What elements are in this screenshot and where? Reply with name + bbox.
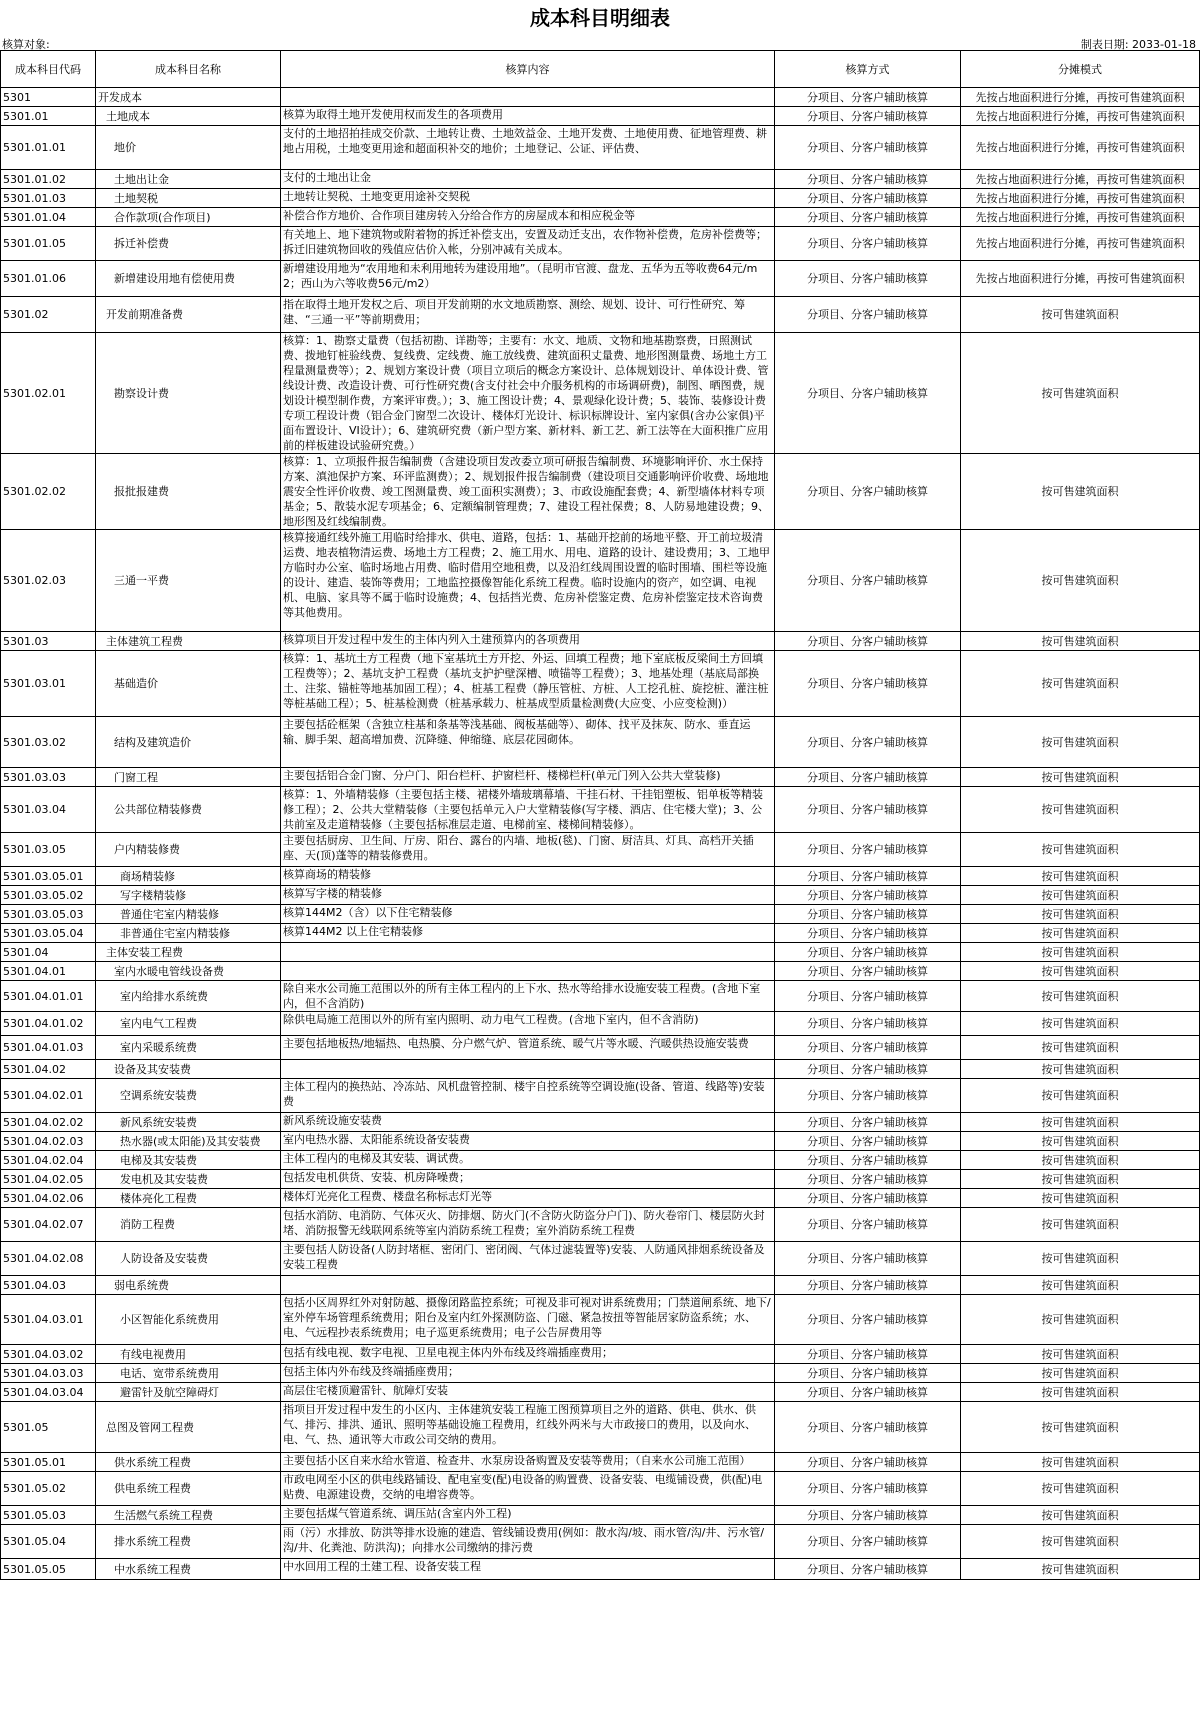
cell-content <box>281 962 775 981</box>
cell-code: 5301.04.01 <box>1 962 96 981</box>
cell-content: 楼体灯光亮化工程费、楼盘名称标志灯光等 <box>281 1189 775 1208</box>
cell-content <box>281 88 775 107</box>
cell-alloc: 先按占地面积进行分摊，再按可售建筑面积 <box>961 88 1200 107</box>
cell-method: 分项目、分客户辅助核算 <box>775 297 961 333</box>
cell-content: 支付的土地招拍挂成交价款、土地转让费、土地效益金、土地开发费、土地使用费、征地管理费、耕地占用税，土地变更用途和超面积补交的地价；土地登记、公证、评估费、 <box>281 126 775 170</box>
table-row <box>1 1276 1200 1295</box>
cell-method: 分项目、分客户辅助核算 <box>775 189 961 208</box>
table-row <box>1 1559 1200 1580</box>
cell-name: 门窗工程 <box>96 768 281 787</box>
cell-alloc: 按可售建筑面积 <box>961 1012 1200 1036</box>
cell-content <box>281 943 775 962</box>
cell-name: 公共部位精装修费 <box>96 787 281 833</box>
cell-alloc: 先按占地面积进行分摊，再按可售建筑面积 <box>961 170 1200 189</box>
cell-name: 报批报建费 <box>96 454 281 530</box>
cell-method: 分项目、分客户辅助核算 <box>775 1132 961 1151</box>
table-row <box>1 962 1200 981</box>
cell-content: 土地转让契税、土地变更用途补交契税 <box>281 189 775 208</box>
cell-content: 补偿合作方地价、合作项目建房转入分给合作方的房屋成本和相应税金等 <box>281 208 775 227</box>
table-row <box>1 1345 1200 1364</box>
cell-name: 室内给排水系统费 <box>96 981 281 1012</box>
cell-name: 排水系统工程费 <box>96 1525 281 1559</box>
table-row <box>1 454 1200 530</box>
table-row <box>1 787 1200 833</box>
cell-code: 5301.05.03 <box>1 1506 96 1525</box>
cell-name: 土地出让金 <box>96 170 281 189</box>
cell-content: 主要包括小区自来水给水管道、检查井、水泵房设备购置及安装等费用；（自来水公司施工范围） <box>281 1453 775 1472</box>
cell-method: 分项目、分客户辅助核算 <box>775 651 961 717</box>
cell-name: 室内电气工程费 <box>96 1012 281 1036</box>
cell-name: 电话、宽带系统费用 <box>96 1364 281 1383</box>
cell-name: 开发成本 <box>96 88 281 107</box>
cell-name: 写字楼精装修 <box>96 886 281 905</box>
header-name: 成本科目名称 <box>96 51 281 88</box>
cell-alloc: 按可售建筑面积 <box>961 867 1200 886</box>
cell-content: 雨（污）水排放、防洪等排水设施的建造、管线铺设费用(例如：散水沟/坡、雨水管/沟/井、污水管/沟/井、化粪池、防洪沟)；向排水公司缴纳的排污费 <box>281 1525 775 1559</box>
cell-content: 包括有线电视、数字电视、卫星电视主体内外布线及终端插座费用； <box>281 1345 775 1364</box>
cell-code: 5301.04.01.03 <box>1 1036 96 1060</box>
cell-method: 分项目、分客户辅助核算 <box>775 1345 961 1364</box>
cell-method: 分项目、分客户辅助核算 <box>775 333 961 454</box>
table-row <box>1 333 1200 454</box>
cell-alloc: 先按占地面积进行分摊，再按可售建筑面积 <box>961 261 1200 297</box>
cell-alloc: 按可售建筑面积 <box>961 1208 1200 1242</box>
cell-code: 5301.04.03 <box>1 1276 96 1295</box>
cell-method: 分项目、分客户辅助核算 <box>775 88 961 107</box>
cell-alloc: 按可售建筑面积 <box>961 1079 1200 1113</box>
cell-content: 市政电网至小区的供电线路铺设、配电室变(配)电设备的购置费、设备安装、电缆铺设费，供(配)电贴费、电源建设费，交纳的电增容费等。 <box>281 1472 775 1506</box>
cell-alloc: 按可售建筑面积 <box>961 905 1200 924</box>
cell-content: 中水回用工程的土建工程、设备安装工程 <box>281 1559 775 1580</box>
table-row <box>1 1402 1200 1453</box>
cell-alloc: 按可售建筑面积 <box>961 1036 1200 1060</box>
cell-method: 分项目、分客户辅助核算 <box>775 1383 961 1402</box>
cell-code: 5301.04.02.03 <box>1 1132 96 1151</box>
cell-name: 勘察设计费 <box>96 333 281 454</box>
cell-code: 5301.02.01 <box>1 333 96 454</box>
table-row <box>1 768 1200 787</box>
cell-alloc: 按可售建筑面积 <box>961 1113 1200 1132</box>
cell-alloc: 先按占地面积进行分摊，再按可售建筑面积 <box>961 227 1200 261</box>
cell-code: 5301.01.02 <box>1 170 96 189</box>
cell-alloc: 按可售建筑面积 <box>961 651 1200 717</box>
cell-code: 5301.01.03 <box>1 189 96 208</box>
cell-content: 核算商场的精装修 <box>281 867 775 886</box>
cell-alloc: 按可售建筑面积 <box>961 1151 1200 1170</box>
cell-method: 分项目、分客户辅助核算 <box>775 1364 961 1383</box>
table-row <box>1 1242 1200 1276</box>
cell-alloc: 按可售建筑面积 <box>961 1402 1200 1453</box>
cell-code: 5301.03 <box>1 632 96 651</box>
cell-code: 5301.04.03.04 <box>1 1383 96 1402</box>
cell-content: 指项目开发过程中发生的小区内、主体建筑安装工程施工图预算项目之外的道路、供电、供水、供气、排污、排洪、通讯、照明等基础设施工程费用，红线外两米与大市政接口的费用，以及向水、电、气、热、通讯等大市政公司交纳的费用。 <box>281 1402 775 1453</box>
table-row <box>1 208 1200 227</box>
cell-name: 普通住宅室内精装修 <box>96 905 281 924</box>
cell-code: 5301.04.03.02 <box>1 1345 96 1364</box>
cell-method: 分项目、分客户辅助核算 <box>775 1559 961 1580</box>
cell-method: 分项目、分客户辅助核算 <box>775 227 961 261</box>
cell-name: 非普通住宅室内精装修 <box>96 924 281 943</box>
cell-code: 5301.04.01.01 <box>1 981 96 1012</box>
cell-content: 包括主体内外布线及终端插座费用； <box>281 1364 775 1383</box>
cell-alloc: 先按占地面积进行分摊，再按可售建筑面积 <box>961 126 1200 170</box>
cell-code: 5301.03.05.01 <box>1 867 96 886</box>
cell-name: 合作款项(合作项目) <box>96 208 281 227</box>
cell-method: 分项目、分客户辅助核算 <box>775 962 961 981</box>
object-label: 核算对象: <box>2 38 50 51</box>
cell-code: 5301.04.02.01 <box>1 1079 96 1113</box>
header-content: 核算内容 <box>281 51 775 88</box>
cell-name: 拆迁补偿费 <box>96 227 281 261</box>
cell-content: 主体工程内的换热站、冷冻站、风机盘管控制、楼宇自控系统等空调设施(设备、管道、线路等)安装费 <box>281 1079 775 1113</box>
cell-content: 主要包括煤气管道系统、调压站(含室内外工程) <box>281 1506 775 1525</box>
cell-alloc: 按可售建筑面积 <box>961 1170 1200 1189</box>
cell-alloc: 按可售建筑面积 <box>961 297 1200 333</box>
table-row <box>1 530 1200 632</box>
cell-content: 主体工程内的电梯及其安装、调试费。 <box>281 1151 775 1170</box>
table-row <box>1 1151 1200 1170</box>
cell-alloc: 按可售建筑面积 <box>961 632 1200 651</box>
cell-content: 指在取得土地开发权之后、项目开发前期的水文地质勘察、测绘、规划、设计、可行性研究、筹建、“三通一平”等前期费用； <box>281 297 775 333</box>
cell-method: 分项目、分客户辅助核算 <box>775 787 961 833</box>
cell-alloc: 按可售建筑面积 <box>961 924 1200 943</box>
cell-method: 分项目、分客户辅助核算 <box>775 768 961 787</box>
cell-content: 主要包括人防设备(人防封堵框、密闭门、密闭阀、气体过滤装置等)安装、人防通风排烟系统设备及安装工程费 <box>281 1242 775 1276</box>
table-row <box>1 1453 1200 1472</box>
cell-code: 5301.04.02.08 <box>1 1242 96 1276</box>
cell-name: 空调系统安装费 <box>96 1079 281 1113</box>
cell-name: 电梯及其安装费 <box>96 1151 281 1170</box>
cell-alloc: 按可售建筑面积 <box>961 1383 1200 1402</box>
table-header-row <box>1 51 1200 88</box>
cell-alloc: 按可售建筑面积 <box>961 962 1200 981</box>
cell-name: 新风系统安装费 <box>96 1113 281 1132</box>
table-row <box>1 1079 1200 1113</box>
cell-code: 5301.03.05.04 <box>1 924 96 943</box>
cell-method: 分项目、分客户辅助核算 <box>775 1189 961 1208</box>
cell-content: 高层住宅楼顶避雷针、航障灯安装 <box>281 1383 775 1402</box>
cell-name: 生活燃气系统工程费 <box>96 1506 281 1525</box>
cell-alloc: 按可售建筑面积 <box>961 1060 1200 1079</box>
table-row <box>1 924 1200 943</box>
cell-content: 核算为取得土地开发使用权而发生的各项费用 <box>281 107 775 126</box>
cell-content: 核算：1、外墙精装修（主要包括主楼、裙楼外墙玻璃幕墙、干挂石材、干挂铝塑板、铝单板等精装修工程）；2、公共大堂精装修（主要包括单元入户大堂精装修(写字楼、酒店、住宅楼大堂)；3、公共前室及走道精装修（主要包括标准层走道、电梯前室、楼梯间精装修）。 <box>281 787 775 833</box>
cell-code: 5301.04.02 <box>1 1060 96 1079</box>
cell-name: 新增建设用地有偿使用费 <box>96 261 281 297</box>
table-row <box>1 943 1200 962</box>
cell-name: 室内采暖系统费 <box>96 1036 281 1060</box>
cell-content: 新增建设用地为“农用地和未利用地转为建设用地”。（昆明市官渡、盘龙、五华为五等收费64元/m2；西山为六等收费56元/m2） <box>281 261 775 297</box>
meta-bar <box>0 36 1200 50</box>
cell-content: 新风系统设施安装费 <box>281 1113 775 1132</box>
cell-name: 发电机及其安装费 <box>96 1170 281 1189</box>
table-row <box>1 1295 1200 1345</box>
table-row <box>1 717 1200 768</box>
cell-code: 5301.02 <box>1 297 96 333</box>
cell-method: 分项目、分客户辅助核算 <box>775 943 961 962</box>
cell-content: 除供电局施工范围以外的所有室内照明、动力电气工程费。(含地下室内，但不含消防) <box>281 1012 775 1036</box>
cell-code: 5301.01.06 <box>1 261 96 297</box>
cell-alloc: 按可售建筑面积 <box>961 768 1200 787</box>
cell-alloc: 按可售建筑面积 <box>961 454 1200 530</box>
cell-name: 三通一平费 <box>96 530 281 632</box>
cell-alloc: 按可售建筑面积 <box>961 787 1200 833</box>
cell-alloc: 按可售建筑面积 <box>961 1559 1200 1580</box>
cell-content: 主要包括砼框架（含独立柱基和条基等浅基础、阀板基础等）、砌体、找平及抹灰、防水、垂直运输、脚手架、超高增加费、沉降缝、伸缩缝、底层花园砌体。 <box>281 717 775 768</box>
header-alloc: 分摊模式 <box>961 51 1200 88</box>
header-method: 核算方式 <box>775 51 961 88</box>
cell-method: 分项目、分客户辅助核算 <box>775 833 961 867</box>
cell-content: 室内电热水器、太阳能系统设备安装费 <box>281 1132 775 1151</box>
cell-code: 5301.04.02.07 <box>1 1208 96 1242</box>
cell-alloc: 按可售建筑面积 <box>961 1345 1200 1364</box>
cell-name: 基础造价 <box>96 651 281 717</box>
cell-name: 楼体亮化工程费 <box>96 1189 281 1208</box>
cell-method: 分项目、分客户辅助核算 <box>775 1525 961 1559</box>
table-row <box>1 126 1200 170</box>
cell-method: 分项目、分客户辅助核算 <box>775 1151 961 1170</box>
cell-code: 5301.04 <box>1 943 96 962</box>
cell-alloc: 先按占地面积进行分摊，再按可售建筑面积 <box>961 208 1200 227</box>
cell-method: 分项目、分客户辅助核算 <box>775 1402 961 1453</box>
cell-alloc: 按可售建筑面积 <box>961 886 1200 905</box>
cell-code: 5301.03.05.03 <box>1 905 96 924</box>
cell-content: 核算写字楼的精装修 <box>281 886 775 905</box>
cell-method: 分项目、分客户辅助核算 <box>775 1060 961 1079</box>
cell-name: 开发前期准备费 <box>96 297 281 333</box>
cell-method: 分项目、分客户辅助核算 <box>775 170 961 189</box>
cell-method: 分项目、分客户辅助核算 <box>775 717 961 768</box>
cell-method: 分项目、分客户辅助核算 <box>775 1295 961 1345</box>
cell-method: 分项目、分客户辅助核算 <box>775 530 961 632</box>
cell-alloc: 按可售建筑面积 <box>961 943 1200 962</box>
cell-content: 包括小区周界红外对射防越、摄像闭路监控系统；可视及非可视对讲系统费用；门禁道闸系统、地下/室外停车场管理系统费用；阳台及室内红外探测防盗、门磁、紧急按扭等智能居家防盗系统；水、电、气远程抄表系统费用；电子巡更系统费用；电子公告屏费用等 <box>281 1295 775 1345</box>
cell-name: 供水系统工程费 <box>96 1453 281 1472</box>
cell-content <box>281 1276 775 1295</box>
cell-content: 主要包括地板热/地辐热、电热膜、分户燃气炉、管道系统、暖气片等水暖、汽暖供热设施安装费 <box>281 1036 775 1060</box>
cell-alloc: 先按占地面积进行分摊，再按可售建筑面积 <box>961 189 1200 208</box>
cell-content: 核算144M2（含）以下住宅精装修 <box>281 905 775 924</box>
cell-method: 分项目、分客户辅助核算 <box>775 886 961 905</box>
cell-content: 主要包括铝合金门窗、分户门、阳台栏杆、护窗栏杆、楼梯栏杆(单元门列入公共大堂装修) <box>281 768 775 787</box>
date-label: 制表日期: 2033-01-18 <box>1080 38 1196 51</box>
cell-content: 核算：1、基坑土方工程费（地下室基坑土方开挖、外运、回填工程费；地下室底板反梁间土方回填工程费等）；2、基坑支护工程费（基坑支护护壁深槽、喷锚等工程费）；3、地基处理（基底局部换土、注浆、锚桩等地基加固工程）；4、桩基工程费（静压管桩、方桩、人工挖孔桩、旋挖桩、灌注桩等桩基础工程）；5、桩基检测费（桩基承载力、桩基成型质量检测费(大应变、小应变检测)） <box>281 651 775 717</box>
table-row <box>1 189 1200 208</box>
cell-method: 分项目、分客户辅助核算 <box>775 1208 961 1242</box>
cell-alloc: 按可售建筑面积 <box>961 981 1200 1012</box>
cell-method: 分项目、分客户辅助核算 <box>775 632 961 651</box>
cell-code: 5301.03.02 <box>1 717 96 768</box>
header-code: 成本科目代码 <box>1 51 96 88</box>
cell-content: 核算项目开发过程中发生的主体内列入土建预算内的各项费用 <box>281 632 775 651</box>
cell-name: 地价 <box>96 126 281 170</box>
cell-code: 5301 <box>1 88 96 107</box>
cell-code: 5301.02.02 <box>1 454 96 530</box>
cell-content: 主要包括厨房、卫生间、厅房、阳台、露台的内墙、地板(毯)、门窗、厨洁具、灯具、高档开关插座、天(顶)蓬等的精装修费用。 <box>281 833 775 867</box>
cell-method: 分项目、分客户辅助核算 <box>775 1113 961 1132</box>
cell-content: 核算：1、勘察丈量费（包括初勘、详勘等；主要有：水文、地质、文物和地基勘察费，日照测试费、拨地钉桩验线费、复线费、定线费、施工放线费、建筑面积丈量费、地形图测量费、场地土方工程量测量费等）；2、规划方案设计费（项目立项后的概念方案设计、总体规划设计、单体设计费、管线设计费、改造设计费、可行性研究费(含支付社会中介服务机构的市场调研费)，制图、晒图费，规划设计模型制作费，方案评审费。）；3、施工图设计费；4、景观绿化设计费；5、装饰、装修设计费专项工程设计费（铝合金门窗型二次设计、楼体灯光设计、标识标牌设计、室内家俱(含办公家俱)平面布置设计、VI设计）；6、建筑研究费（新户型方案、新材料、新工艺、新工法等在大面积推广应用前的样板建设试验研究费。） <box>281 333 775 454</box>
table-row <box>1 1383 1200 1402</box>
cell-code: 5301.05 <box>1 1402 96 1453</box>
cell-name: 户内精装修费 <box>96 833 281 867</box>
cell-name: 热水器(或太阳能)及其安装费 <box>96 1132 281 1151</box>
cell-method: 分项目、分客户辅助核算 <box>775 208 961 227</box>
cell-method: 分项目、分客户辅助核算 <box>775 454 961 530</box>
table-row <box>1 107 1200 126</box>
table-row <box>1 1036 1200 1060</box>
cell-alloc: 按可售建筑面积 <box>961 1506 1200 1525</box>
table-row <box>1 1113 1200 1132</box>
cell-code: 5301.03.01 <box>1 651 96 717</box>
cell-code: 5301.01.05 <box>1 227 96 261</box>
cell-content: 包括发电机供货、安装、机房降噪费； <box>281 1170 775 1189</box>
table-row <box>1 833 1200 867</box>
cell-alloc: 按可售建筑面积 <box>961 1189 1200 1208</box>
cell-content: 核算144M2 以上住宅精装修 <box>281 924 775 943</box>
cell-alloc: 按可售建筑面积 <box>961 1242 1200 1276</box>
cell-name: 商场精装修 <box>96 867 281 886</box>
cell-method: 分项目、分客户辅助核算 <box>775 1472 961 1506</box>
table-row <box>1 867 1200 886</box>
cell-name: 土地成本 <box>96 107 281 126</box>
table-row <box>1 170 1200 189</box>
cell-code: 5301.04.02.06 <box>1 1189 96 1208</box>
cell-name: 设备及其安装费 <box>96 1060 281 1079</box>
cell-name: 人防设备及安装费 <box>96 1242 281 1276</box>
cell-content: 有关地上、地下建筑物或附着物的拆迁补偿支出，安置及动迁支出，农作物补偿费，危房补偿费等；拆迁旧建筑物回收的残值应估价入帐，分别冲减有关成本。 <box>281 227 775 261</box>
cell-code: 5301.01.01 <box>1 126 96 170</box>
cell-code: 5301.03.03 <box>1 768 96 787</box>
table-row <box>1 261 1200 297</box>
table-row <box>1 1189 1200 1208</box>
cell-name: 弱电系统费 <box>96 1276 281 1295</box>
cell-name: 有线电视费用 <box>96 1345 281 1364</box>
cell-code: 5301.03.04 <box>1 787 96 833</box>
cell-code: 5301.04.03.01 <box>1 1295 96 1345</box>
cell-method: 分项目、分客户辅助核算 <box>775 1506 961 1525</box>
page-title: 成本科目明细表 <box>530 6 670 30</box>
cell-alloc: 按可售建筑面积 <box>961 717 1200 768</box>
table-row <box>1 632 1200 651</box>
cell-method: 分项目、分客户辅助核算 <box>775 1242 961 1276</box>
cell-name: 供电系统工程费 <box>96 1472 281 1506</box>
cell-content: 除自来水公司施工范围以外的所有主体工程内的上下水、热水等给排水设施安装工程费。(含地下室内，但不含消防) <box>281 981 775 1012</box>
cell-method: 分项目、分客户辅助核算 <box>775 1079 961 1113</box>
cell-code: 5301.04.02.05 <box>1 1170 96 1189</box>
table-row <box>1 1132 1200 1151</box>
cell-content: 核算：1、立项报件报告编制费（含建设项目发改委立项可研报告编制费、环境影响评价、水土保持方案、滇池保护方案、环评监测费）；2、规划报件报告编制费（建设项目交通影响评价收费、场地地震安全性评价收费、竣工图测量费、竣工面积实测费）；3、市政设施配套费；4、新型墙体材料专项基金；5、散装水泥专项基金；6、定额编制管理费；7、建设工程社保费；8、人防易地建设费；9、地形图及红线编制费。 <box>281 454 775 530</box>
table-row <box>1 88 1200 107</box>
cell-code: 5301.05.02 <box>1 1472 96 1506</box>
table-row <box>1 1525 1200 1559</box>
cell-code: 5301.02.03 <box>1 530 96 632</box>
cell-name: 室内水暖电管线设备费 <box>96 962 281 981</box>
cell-content <box>281 1060 775 1079</box>
table-row <box>1 1170 1200 1189</box>
table-row <box>1 905 1200 924</box>
cell-method: 分项目、分客户辅助核算 <box>775 126 961 170</box>
cell-name: 中水系统工程费 <box>96 1559 281 1580</box>
cell-alloc: 按可售建筑面积 <box>961 530 1200 632</box>
cell-method: 分项目、分客户辅助核算 <box>775 867 961 886</box>
cell-alloc: 先按占地面积进行分摊，再按可售建筑面积 <box>961 107 1200 126</box>
table-row <box>1 1364 1200 1383</box>
cell-code: 5301.03.05.02 <box>1 886 96 905</box>
cell-alloc: 按可售建筑面积 <box>961 1453 1200 1472</box>
table-row <box>1 886 1200 905</box>
cell-alloc: 按可售建筑面积 <box>961 333 1200 454</box>
cell-method: 分项目、分客户辅助核算 <box>775 1170 961 1189</box>
cell-code: 5301.05.04 <box>1 1525 96 1559</box>
cell-name: 避雷针及航空障碍灯 <box>96 1383 281 1402</box>
cell-content: 核算接通红线外施工用临时给排水、供电、道路，包括：1、基础开挖前的场地平整、开工前垃圾清运费、地表植物清运费、场地土方工程费；2、施工用水、用电、道路的设计、建设费用；3、工地甲方临时办公室、临时场地占用费、临时借用空地租费，以及沿红线周围设置的临时围墙、围栏等设施的设计、建造、装饰等费用；工地监控摄像智能化系统工程费。临时设施内的资产，如空调、电视机、电脑、家具等不属于临时设施费；4、包括挡光费、危房补偿鉴定费、危房补偿鉴定技术咨询费等其他费用。 <box>281 530 775 632</box>
cell-method: 分项目、分客户辅助核算 <box>775 1012 961 1036</box>
cell-method: 分项目、分客户辅助核算 <box>775 981 961 1012</box>
cell-alloc: 按可售建筑面积 <box>961 1295 1200 1345</box>
table-row <box>1 1472 1200 1506</box>
cell-alloc: 按可售建筑面积 <box>961 1364 1200 1383</box>
cost-table <box>0 50 1200 1580</box>
cell-alloc: 按可售建筑面积 <box>961 833 1200 867</box>
cell-content: 支付的土地出让金 <box>281 170 775 189</box>
cell-name: 土地契税 <box>96 189 281 208</box>
cell-name: 主体安装工程费 <box>96 943 281 962</box>
cell-code: 5301.05.01 <box>1 1453 96 1472</box>
cell-name: 主体建筑工程费 <box>96 632 281 651</box>
cell-name: 结构及建筑造价 <box>96 717 281 768</box>
table-row <box>1 1506 1200 1525</box>
cell-code: 5301.04.01.02 <box>1 1012 96 1036</box>
cell-name: 消防工程费 <box>96 1208 281 1242</box>
cell-name: 总图及管网工程费 <box>96 1402 281 1453</box>
table-row <box>1 1012 1200 1036</box>
cell-code: 5301.05.05 <box>1 1559 96 1580</box>
cell-name: 小区智能化系统费用 <box>96 1295 281 1345</box>
cell-code: 5301.01.04 <box>1 208 96 227</box>
cell-alloc: 按可售建筑面积 <box>961 1132 1200 1151</box>
cell-method: 分项目、分客户辅助核算 <box>775 107 961 126</box>
cell-method: 分项目、分客户辅助核算 <box>775 905 961 924</box>
cell-code: 5301.01 <box>1 107 96 126</box>
cell-method: 分项目、分客户辅助核算 <box>775 1453 961 1472</box>
cell-method: 分项目、分客户辅助核算 <box>775 1036 961 1060</box>
table-row <box>1 981 1200 1012</box>
table-row <box>1 297 1200 333</box>
cell-code: 5301.03.05 <box>1 833 96 867</box>
cell-content: 包括水消防、电消防、气体灭火、防排烟、防火门(不含防火防盗分户门)、防火卷帘门、楼层防火封堵、消防报警无线联网系统等室内消防系统工程费；室外消防系统工程费 <box>281 1208 775 1242</box>
cell-method: 分项目、分客户辅助核算 <box>775 261 961 297</box>
cell-code: 5301.04.02.04 <box>1 1151 96 1170</box>
cell-method: 分项目、分客户辅助核算 <box>775 924 961 943</box>
cell-alloc: 按可售建筑面积 <box>961 1472 1200 1506</box>
table-row <box>1 651 1200 717</box>
cell-alloc: 按可售建筑面积 <box>961 1276 1200 1295</box>
cell-code: 5301.04.03.03 <box>1 1364 96 1383</box>
table-row <box>1 227 1200 261</box>
table-row <box>1 1208 1200 1242</box>
cell-code: 5301.04.02.02 <box>1 1113 96 1132</box>
table-row <box>1 1060 1200 1079</box>
cell-method: 分项目、分客户辅助核算 <box>775 1276 961 1295</box>
cell-alloc: 按可售建筑面积 <box>961 1525 1200 1559</box>
